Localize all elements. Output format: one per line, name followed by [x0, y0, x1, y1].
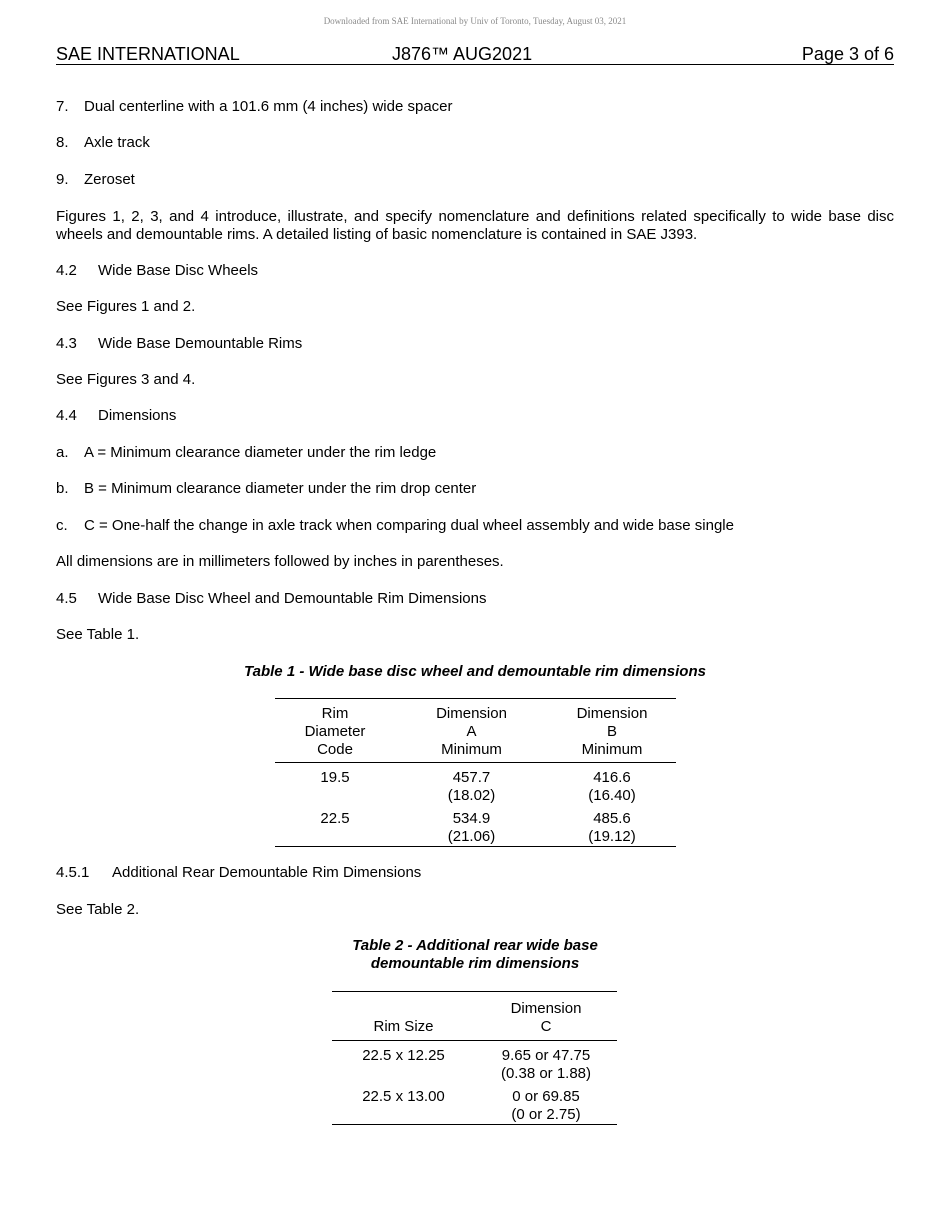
dimension-item-text: C = One-half the change in axle track when comparing dual wheel assembly and wide base single [84, 517, 734, 534]
list-item-number: 8. [56, 134, 69, 151]
column-header-rim-diameter-code [275, 699, 395, 763]
rim-size-cell: 22.5 x 12.25 [362, 1047, 445, 1064]
dimension-c-cell: 9.65 or 47.75 (0.38 or 1.88) [500, 1047, 592, 1082]
dimension-item-letter: b. [56, 480, 69, 497]
header-line: Diameter [304, 723, 366, 740]
section-body-4-3: See Figures 3 and 4. [56, 371, 196, 388]
header-line: Code [317, 741, 353, 758]
header-line: Minimum [581, 741, 643, 758]
table-1 [275, 698, 676, 847]
list-item [56, 98, 894, 116]
rim-size-cell: 22.5 x 13.00 [362, 1088, 445, 1105]
column-header-rim-size [332, 992, 475, 1041]
table-1-caption: Table 1 - Wide base disc wheel and demountable rim dimensions [244, 663, 706, 680]
column-header-dimension-b [548, 699, 676, 763]
caption-line: Table 2 - Additional rear wide base [352, 937, 598, 954]
header-line: Rim [321, 705, 349, 722]
rim-code-cell: 19.5 [320, 769, 350, 786]
table-2-caption [56, 937, 894, 973]
dimension-b-cell: 485.6 (19.12) [588, 810, 636, 845]
list-item-number: 7. [56, 98, 69, 115]
table-2 [332, 991, 617, 1125]
section-heading-4-5 [56, 590, 894, 608]
list-item-text: Axle track [84, 134, 150, 151]
section-heading-4-3 [56, 335, 894, 353]
table-header-row [275, 699, 676, 763]
header-line: C [540, 1018, 552, 1035]
header-line: Dimension [576, 705, 648, 722]
section-heading-4-2 [56, 262, 894, 280]
header-line: Minimum [441, 741, 502, 758]
list-item-text: Zeroset [84, 171, 135, 188]
header-line: A [466, 723, 477, 740]
dimension-b-cell: 416.6 (16.40) [588, 769, 636, 804]
units-note: All dimensions are in millimeters followed by inches in parentheses. [56, 553, 504, 570]
table-row [332, 1041, 617, 1084]
section-heading-4-5-1 [56, 864, 894, 882]
section-heading-4-4 [56, 407, 894, 425]
section-title: Wide Base Disc Wheels [98, 262, 259, 279]
table-row [275, 805, 676, 847]
section-number: 4.3 [56, 335, 77, 352]
table-row [332, 1083, 617, 1125]
list-item-text: Dual centerline with a 101.6 mm (4 inches) wide spacer [84, 98, 453, 115]
dimension-item-a [56, 444, 894, 462]
dimension-item-c [56, 517, 894, 535]
section-number: 4.2 [56, 262, 77, 279]
header-org: SAE INTERNATIONAL [56, 44, 240, 64]
dimension-a-cell: 457.7 (18.02) [447, 769, 496, 804]
header-page-number: Page 3 of 6 [801, 44, 894, 64]
header-line: Rim Size [373, 1018, 434, 1035]
header-doc-id: J876™ AUG2021 [392, 44, 533, 64]
list-item [56, 134, 894, 152]
section-title: Wide Base Demountable Rims [98, 335, 303, 352]
section-body-4-2: See Figures 1 and 2. [56, 298, 196, 315]
rim-code-cell: 22.5 [320, 810, 350, 827]
section-title: Dimensions [98, 407, 177, 424]
header-line: Dimension [510, 1000, 582, 1017]
list-item-number: 9. [56, 171, 69, 188]
table-header-row [332, 992, 617, 1041]
header-line: B [606, 723, 617, 740]
column-header-dimension-c [475, 992, 617, 1041]
section-number: 4.5.1 [56, 864, 90, 881]
column-header-dimension-a [395, 699, 548, 763]
dimension-item-b [56, 480, 894, 498]
section-title: Wide Base Disc Wheel and Demountable Rim Dimensions [98, 590, 487, 607]
download-note: Downloaded from SAE International by Univ of Toronto, Tuesday, August 03, 2021 [323, 16, 627, 26]
dimension-item-text: B = Minimum clearance diameter under the rim drop center [84, 480, 477, 497]
section-number: 4.5 [56, 590, 77, 607]
dimension-item-letter: c. [56, 517, 68, 534]
dimension-item-letter: a. [56, 444, 69, 461]
header-line: Dimension [436, 705, 507, 722]
dimension-c-cell: 0 or 69.85 (0 or 2.75) [511, 1088, 581, 1123]
list-item [56, 171, 894, 189]
section-number: 4.4 [56, 407, 77, 424]
caption-line: demountable rim dimensions [370, 955, 580, 972]
section-body-4-5: See Table 1. [56, 626, 140, 643]
dimension-a-cell: 534.9 (21.06) [447, 810, 496, 845]
table-row [275, 763, 676, 806]
section-body-4-5-1: See Table 2. [56, 901, 140, 918]
intro-paragraph: Figures 1, 2, 3, and 4 introduce, illustrate, and specify nomenclature and definitions related specifically to wide base disc wheels and demountable rims. A detailed listing of basic nomenclature is contained in SAE J393. [56, 208, 894, 243]
section-title: Additional Rear Demountable Rim Dimensions [112, 864, 422, 881]
page-header [56, 44, 894, 65]
dimension-item-text: A = Minimum clearance diameter under the rim ledge [84, 444, 437, 461]
